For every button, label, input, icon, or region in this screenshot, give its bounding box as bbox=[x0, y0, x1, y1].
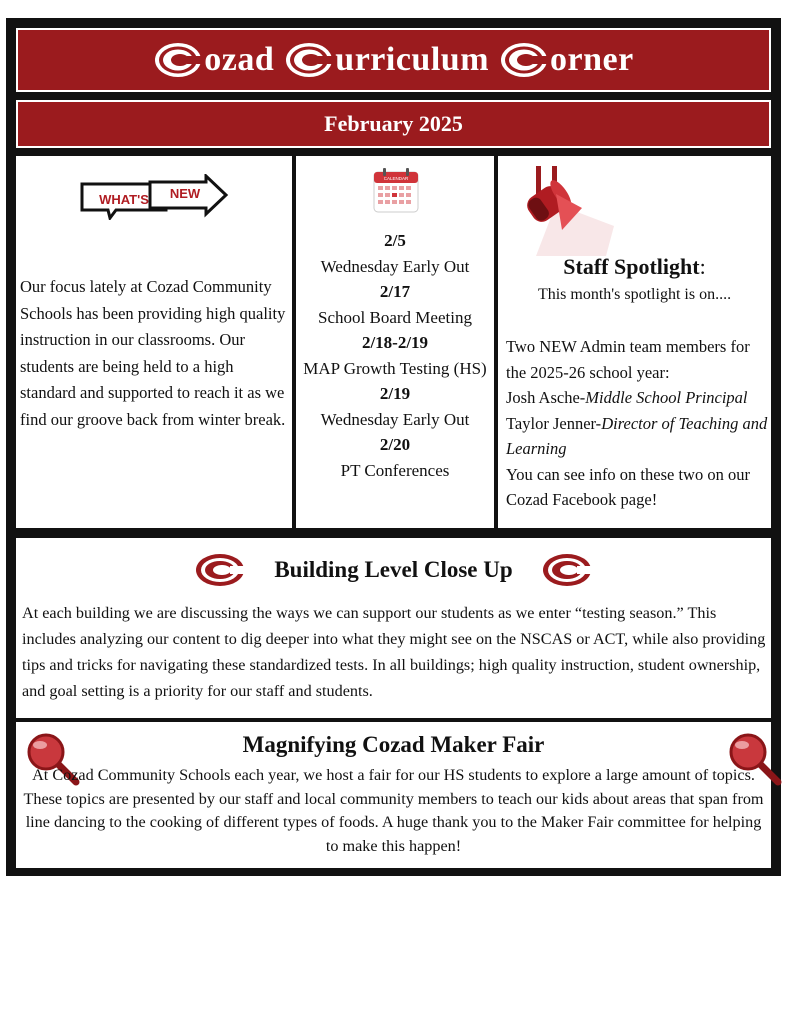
cozad-c-logo-icon bbox=[194, 552, 246, 588]
spotlight-column bbox=[498, 156, 771, 528]
event-item bbox=[296, 330, 494, 381]
title-word-text: urriculum bbox=[335, 41, 490, 78]
event-date: 2/17 bbox=[379, 282, 411, 301]
person-role: Director of Teaching and Learning bbox=[506, 413, 768, 458]
event-date: 2/18-2/19 bbox=[361, 333, 429, 352]
spotlight-title-colon: : bbox=[699, 254, 706, 279]
event-item bbox=[296, 381, 494, 432]
event-item bbox=[296, 432, 494, 483]
whats-new-body: Our focus lately at Cozad Community Schools has been providing high quality instruction in our classrooms. Our students are being held to a high standard and supported to reach it as we find our groove back from winter break. bbox=[20, 277, 286, 429]
calendar-icon bbox=[372, 166, 420, 214]
title-word-curriculum bbox=[284, 40, 489, 80]
event-name: Wednesday Early Out bbox=[320, 409, 470, 429]
spotlight-subtitle: This month's spotlight is on.... bbox=[537, 286, 732, 303]
building-title-row bbox=[16, 552, 771, 588]
person-name: Taylor Jenner- bbox=[506, 413, 602, 433]
event-name: School Board Meeting bbox=[318, 307, 472, 327]
person-role: Middle School Principal bbox=[585, 388, 748, 407]
whats-new-badge-icon bbox=[80, 174, 230, 220]
title-word-text: ozad bbox=[204, 41, 275, 78]
newsletter-frame bbox=[6, 18, 781, 876]
event-name: MAP Growth Testing (HS) bbox=[303, 358, 487, 378]
title-word-corner bbox=[499, 40, 634, 80]
spotlight-person-1 bbox=[506, 385, 768, 411]
cozad-c-logo-icon bbox=[284, 40, 334, 80]
title-word-cozad bbox=[153, 40, 274, 80]
maker-fair-title: Magnifying Cozad Maker Fair bbox=[242, 732, 545, 757]
event-item bbox=[296, 279, 494, 330]
building-body: At each building we are discussing the ways we can support our students as we enter “testing season.” This includes analyzing our content to dig deeper into what they might see on the NSCAS or ACT, while also providing tips and tricks for navigating these standardized tests. In all buildings; high quality instruction, student ownership, and goal setting is a priority for our staff and students. bbox=[22, 604, 766, 700]
whats-label: WHAT'S bbox=[99, 192, 149, 207]
cozad-c-logo-icon bbox=[153, 40, 203, 80]
title-banner bbox=[16, 28, 771, 92]
event-item bbox=[296, 228, 494, 279]
spotlight-body bbox=[506, 334, 768, 513]
spotlight-title bbox=[498, 254, 771, 280]
event-name: Wednesday Early Out bbox=[320, 256, 470, 276]
event-name: PT Conferences bbox=[340, 460, 450, 480]
event-list bbox=[296, 228, 494, 483]
event-date: 2/19 bbox=[379, 384, 411, 403]
cozad-c-logo-icon bbox=[541, 552, 593, 588]
event-date: 2/20 bbox=[379, 435, 411, 454]
new-label: NEW bbox=[169, 186, 201, 201]
building-section bbox=[16, 538, 771, 718]
month-banner: February 2025 bbox=[16, 100, 771, 148]
building-title: Building Level Close Up bbox=[274, 557, 513, 582]
cozad-c-logo-icon bbox=[499, 40, 549, 80]
title-word-text: orner bbox=[550, 41, 634, 78]
spotlight-person-2 bbox=[506, 411, 768, 462]
event-date: 2/5 bbox=[384, 231, 406, 250]
calendar-icon-label: CALENDAR bbox=[383, 176, 409, 181]
whats-new-column bbox=[16, 156, 292, 528]
spotlight-outro: You can see info on these two on our Cozad Facebook page! bbox=[506, 464, 750, 509]
person-name: Josh Asche- bbox=[506, 388, 586, 407]
spotlight-intro: Two NEW Admin team members for the 2025-26 school year: bbox=[506, 337, 750, 382]
spotlight-icon bbox=[516, 164, 616, 256]
maker-fair-body: At Cozad Community Schools each year, we host a fair for our HS students to explore a large amount of topics. These topics are presented by our staff and local community members to teach our kids about areas that span from line dancing to the cooking of different types of foods. A huge thank you to the Maker Fair committee for helping to make this happen! bbox=[23, 766, 764, 855]
calendar-column bbox=[296, 156, 494, 528]
maker-fair-section bbox=[16, 722, 771, 868]
spotlight-title-text: Staff Spotlight bbox=[563, 254, 700, 279]
